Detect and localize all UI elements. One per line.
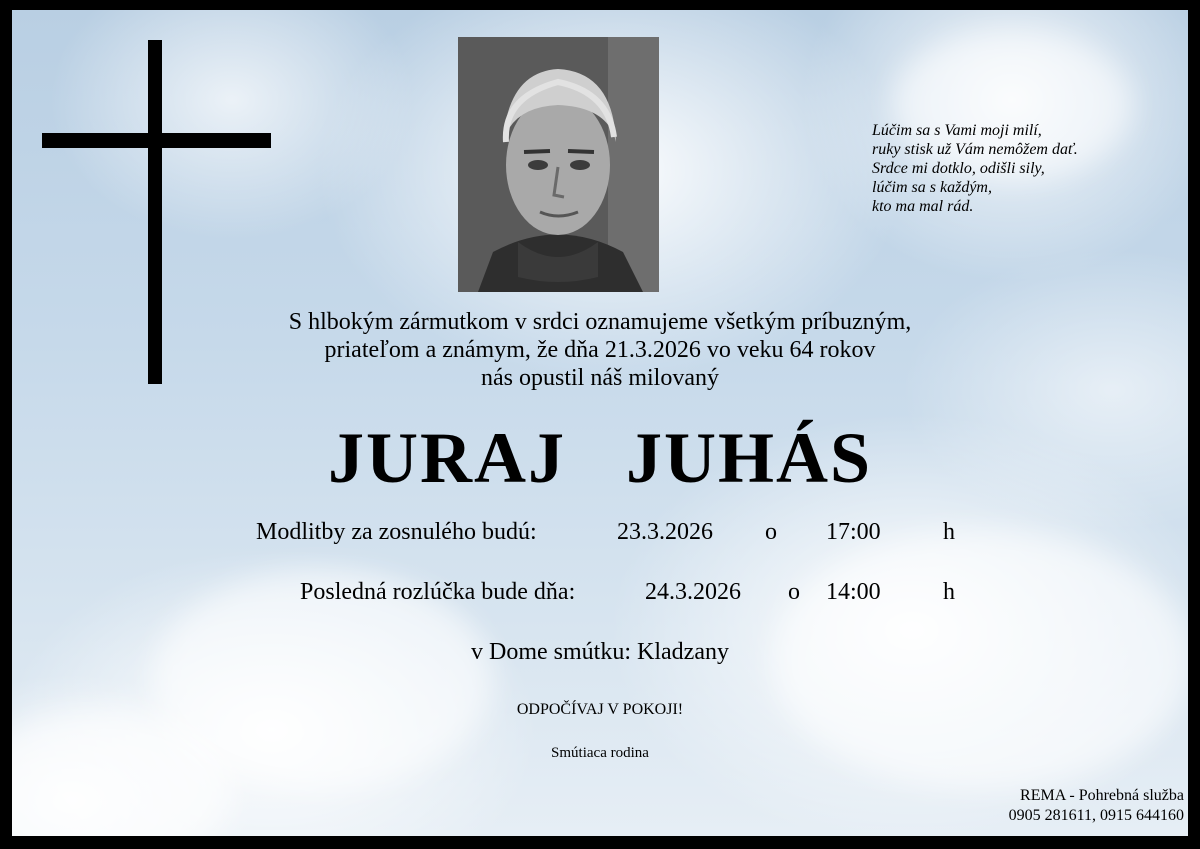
announcement-text: [162, 308, 1038, 392]
farewell-time: 14:00: [826, 579, 881, 605]
poem-line: ruky stisk už Vám nemôžem dať.: [872, 141, 1078, 158]
poem-line: kto ma mal rád.: [872, 198, 974, 215]
farewell-unit: h: [943, 579, 955, 605]
prayers-unit: h: [943, 519, 955, 545]
funeral-service-phones: 0905 281611, 0915 644160: [1008, 807, 1184, 824]
poem-line: lúčim sa s každým,: [872, 179, 992, 196]
farewell-at: o: [788, 579, 800, 605]
obituary-card: [12, 10, 1188, 836]
mourning-family: Smútiaca rodina: [551, 745, 649, 761]
prayers-at: o: [765, 519, 777, 545]
rest-in-peace: ODPOČÍVAJ V POKOJI!: [516, 701, 684, 718]
prayers-label: Modlitby za zosnulého budú:: [256, 519, 537, 545]
funeral-service-name: REMA - Pohrebná služba: [1020, 787, 1184, 804]
announcement-line: priateľom a známym, že dňa 21.3.2026 vo veku 64 rokov: [324, 337, 876, 363]
poem-line: Srdce mi dotklo, odišli sily,: [872, 160, 1045, 177]
deceased-name: JURAJ JUHÁS: [327, 418, 873, 498]
cross-icon: [148, 40, 162, 384]
poem-line: Lúčim sa s Vami moji milí,: [872, 122, 1042, 139]
farewell-label: Posledná rozlúčka bude dňa:: [300, 579, 576, 605]
prayers-time: 17:00: [826, 519, 881, 545]
announcement-line: S hlbokým zármutkom v srdci oznamujeme všetkým príbuzným,: [288, 309, 912, 335]
funeral-service: [884, 786, 1184, 826]
portrait-photo: [458, 37, 659, 292]
cross-icon: [42, 133, 271, 148]
farewell-date: 24.3.2026: [645, 579, 741, 605]
farewell-poem: [872, 121, 1172, 216]
announcement-line: nás opustil náš milovaný: [481, 365, 719, 391]
funeral-place: v Dome smútku: Kladzany: [471, 639, 729, 665]
prayers-date: 23.3.2026: [617, 519, 713, 545]
